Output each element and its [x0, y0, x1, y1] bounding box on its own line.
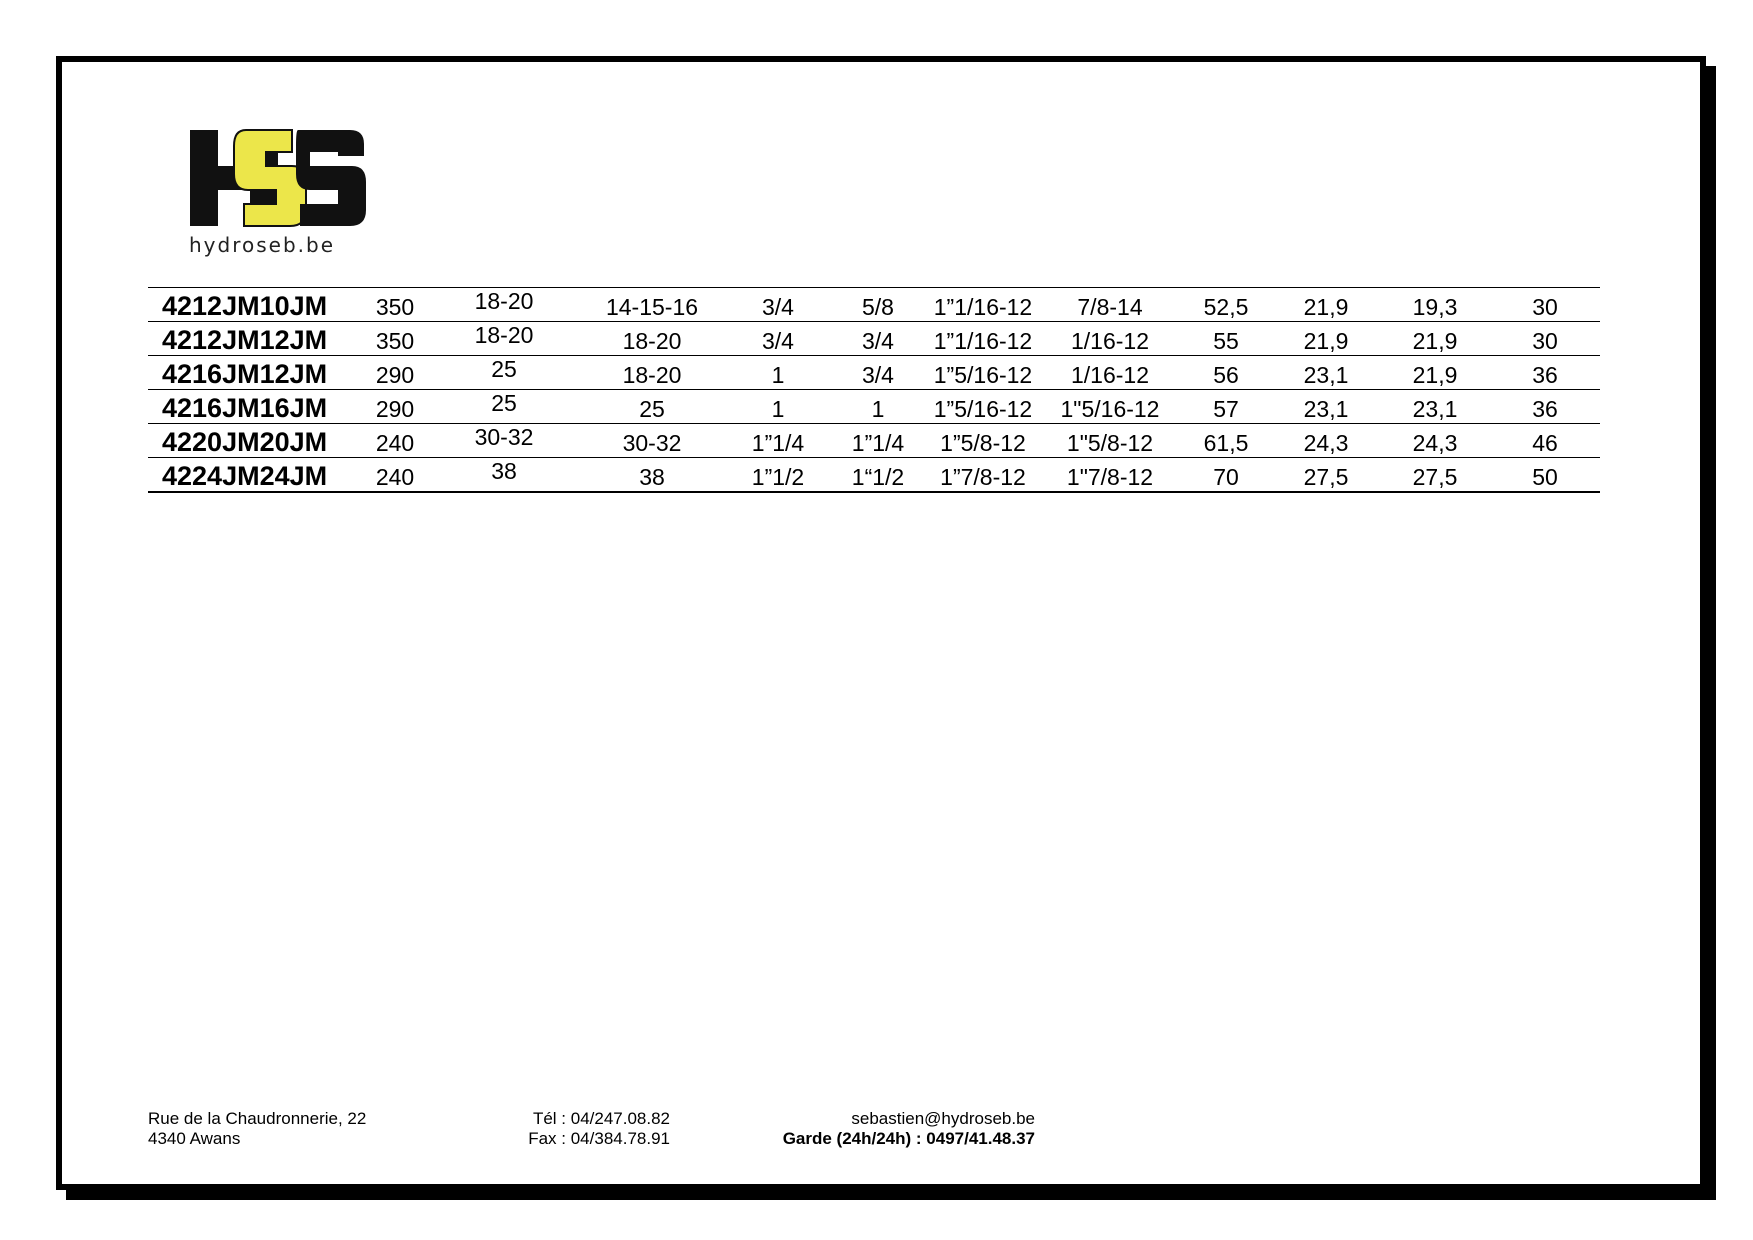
table-cell: 30 — [1532, 328, 1558, 354]
table-cell: 23,1 — [1303, 396, 1349, 422]
hs-logo-icon — [188, 128, 368, 228]
table-cell: 1”1/4 — [851, 430, 905, 456]
table-cell: 18-20 — [622, 362, 682, 388]
table-cell: 1”1/2 — [751, 464, 805, 490]
table-cell: 3/4 — [862, 362, 894, 388]
table-cell: 1 — [871, 396, 885, 422]
table-cell: 21,9 — [1412, 362, 1458, 388]
table-cell: 240 — [375, 464, 415, 490]
table-cell: 27,5 — [1303, 464, 1349, 490]
table-cell: 52,5 — [1203, 294, 1249, 320]
table-cell: 350 — [375, 294, 415, 320]
table-row — [148, 322, 1600, 356]
fax-number: Fax : 04/384.78.91 — [528, 1129, 670, 1148]
table-row — [148, 288, 1600, 322]
table-cell: 21,9 — [1412, 328, 1458, 354]
part-number: 4212JM12JM — [162, 325, 328, 355]
table-cell: 3/4 — [762, 294, 794, 320]
table-cell: 1“1/2 — [851, 464, 905, 490]
table-cell: 350 — [375, 328, 415, 354]
table-cell: 36 — [1532, 362, 1558, 388]
table-cell: 46 — [1532, 430, 1558, 456]
table-cell: 24,3 — [1412, 430, 1458, 456]
table-cell: 1”7/8-12 — [940, 464, 1026, 490]
table-cell: 18-20 — [622, 328, 682, 354]
table-cell: 1 — [771, 362, 785, 388]
table-cell: 240 — [375, 430, 415, 456]
table-cell: 30 — [1532, 294, 1558, 320]
table-cell: 70 — [1213, 464, 1239, 490]
table-cell: 61,5 — [1203, 430, 1249, 456]
table-cell: 1”5/16-12 — [933, 396, 1033, 422]
table-cell: 1"5/16-12 — [1060, 396, 1160, 422]
table-cell: 18-20 — [474, 322, 534, 348]
address-city: 4340 Awans — [148, 1129, 241, 1148]
table-cell: 1”1/16-12 — [933, 328, 1033, 354]
emergency-line: Garde (24h/24h) : 0497/41.48.37 — [782, 1129, 1035, 1148]
part-number: 4212JM10JM — [162, 291, 328, 321]
table-row — [148, 390, 1600, 424]
table-cell: 1/16-12 — [1070, 328, 1149, 354]
phone-number: Tél : 04/247.08.82 — [532, 1109, 670, 1128]
part-number: 4224JM24JM — [162, 461, 328, 491]
table-cell: 14-15-16 — [605, 294, 699, 320]
table-cell: 3/4 — [762, 328, 794, 354]
table-cell: 24,3 — [1303, 430, 1349, 456]
table-cell: 38 — [491, 458, 517, 484]
table-cell: 5/8 — [862, 294, 894, 320]
part-number: 4220JM20JM — [162, 427, 328, 457]
footer-address — [148, 1109, 366, 1149]
table-cell: 290 — [375, 362, 415, 388]
table-cell: 1/16-12 — [1070, 362, 1149, 388]
table-cell: 3/4 — [862, 328, 894, 354]
table-cell: 25 — [491, 356, 517, 382]
table-cell: 50 — [1532, 464, 1558, 490]
logo-site-text: hydroseb.be — [189, 233, 336, 257]
table-cell: 18-20 — [474, 288, 534, 314]
table-row — [148, 424, 1600, 458]
table-cell: 19,3 — [1412, 294, 1458, 320]
table-cell: 23,1 — [1412, 396, 1458, 422]
table-row — [148, 356, 1600, 390]
table-cell: 30-32 — [474, 424, 534, 450]
part-number: 4216JM12JM — [162, 359, 328, 389]
address-street: Rue de la Chaudronnerie, 22 — [148, 1109, 367, 1128]
table-cell: 1”5/8-12 — [940, 430, 1026, 456]
table-cell: 21,9 — [1303, 294, 1349, 320]
table-cell: 1”1/4 — [751, 430, 805, 456]
spec-table — [148, 287, 1600, 493]
table-cell: 30-32 — [622, 430, 682, 456]
table-cell: 7/8-14 — [1077, 294, 1143, 320]
table-cell: 23,1 — [1303, 362, 1349, 388]
table-cell: 25 — [639, 396, 665, 422]
table-cell: 27,5 — [1412, 464, 1458, 490]
table-row — [148, 458, 1600, 493]
table-cell: 1”5/16-12 — [933, 362, 1033, 388]
table-cell: 1”1/16-12 — [933, 294, 1033, 320]
table-cell: 36 — [1532, 396, 1558, 422]
table-cell: 38 — [639, 464, 665, 490]
table-cell: 1 — [771, 396, 785, 422]
part-number: 4216JM16JM — [162, 393, 328, 423]
table-cell: 55 — [1213, 328, 1239, 354]
table-cell: 57 — [1213, 396, 1239, 422]
table-cell: 25 — [491, 390, 517, 416]
table-cell: 21,9 — [1303, 328, 1349, 354]
footer-contact — [700, 1109, 1035, 1149]
table-cell: 1"7/8-12 — [1066, 464, 1154, 490]
table-cell: 1"5/8-12 — [1066, 430, 1154, 456]
table-cell: 56 — [1213, 362, 1239, 388]
email-link[interactable]: sebastien@hydroseb.be — [851, 1109, 1035, 1128]
table-cell: 290 — [375, 396, 415, 422]
footer-phone — [520, 1109, 670, 1149]
